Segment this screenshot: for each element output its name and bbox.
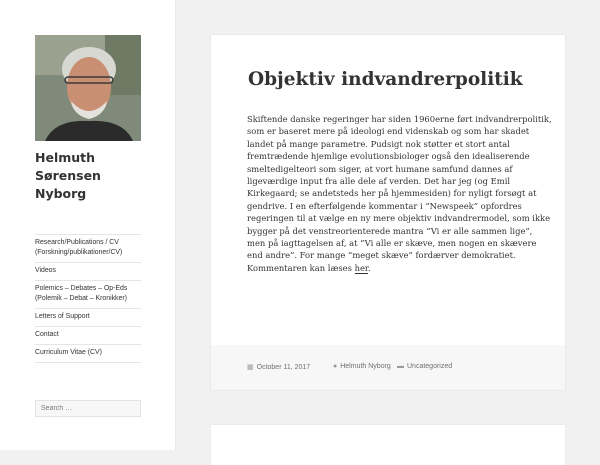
main-navigation	[35, 234, 141, 363]
nav-item-research-line-2: (Forskning/publikationer/CV)	[35, 249, 123, 256]
post-date-text: October 11, 2017	[256, 363, 311, 371]
post-category[interactable]	[397, 363, 452, 370]
author-portrait-image	[35, 35, 141, 141]
nav-item-research[interactable]	[35, 235, 141, 263]
nav-item-contact[interactable]	[35, 327, 141, 345]
nav-item-letters-label: Letters of Support	[35, 313, 90, 320]
nav-item-videos-label: Videos	[35, 267, 56, 274]
nav-item-videos[interactable]	[35, 263, 141, 281]
nav-item-cv[interactable]	[35, 345, 141, 363]
calendar-icon: ▦	[247, 364, 254, 371]
user-icon: ●	[333, 363, 338, 370]
nav-item-research-line-1: Research/Publications / CV	[35, 239, 119, 246]
nav-item-polemics-line-2: (Polemik – Debat – Kronikker)	[35, 295, 127, 302]
site-title-line-3: Nyborg	[35, 186, 87, 201]
search-input[interactable]	[35, 400, 141, 417]
post-card	[211, 35, 565, 390]
post-body-tail: .	[368, 262, 371, 273]
post-category-text: Uncategorized	[407, 363, 453, 370]
folder-icon: ▬	[397, 363, 404, 370]
post-title[interactable]: Objektiv indvandrerpolitik	[248, 69, 523, 90]
post-footer	[211, 345, 565, 390]
nav-item-polemics-line-1: Polemics – Debates – Op-Eds	[35, 285, 128, 292]
post-author[interactable]	[333, 363, 391, 370]
post-body-text: Skiftende danske regeringer har siden 1960erne ført indvandrerpolitik, som er baseret mere på ideologi end videnskab og som har skadet landet på mange parametre. Pudsigt nok støtter et stort antal fremtrædende hjemlige evolutionsbiologer også den idealiserende smeltedigelteori som siger, at vort humane samfund dannes af ligeværdige input fra alle dele af verden. Det har jeg (og Emil Kirkegaard; se andetsteds her på hjemmesiden) for nyligt forsøgt at gendrive. I en efterfølgende kommentar i “Newspeek” opfordres regeringen til at vælge en ny mere objektiv indvandrermodel, som ikke bygger på det venstreorienterede mantra “Vi er alle sammen lige”, men på iagttagelsen af, at “Vi alle er skæve, men nogen en skævere end andre”. For mange “meget skæve” fordærver demokratiet. Kommentaren kan læses	[247, 114, 552, 273]
post-date[interactable]	[247, 363, 310, 371]
nav-item-letters[interactable]	[35, 309, 141, 327]
site-title[interactable]	[35, 149, 155, 203]
nav-item-contact-label: Contact	[35, 331, 59, 338]
site-title-line-2: Sørensen	[35, 168, 101, 183]
nav-item-cv-label: Curriculum Vitae (CV)	[35, 349, 102, 356]
read-comment-link[interactable]: her	[354, 262, 369, 273]
post-content	[247, 113, 553, 274]
sidebar	[0, 0, 176, 450]
nav-item-polemics[interactable]	[35, 281, 141, 309]
post-author-text: Helmuth Nyborg	[340, 363, 391, 370]
next-post-card	[211, 425, 565, 465]
author-photo	[35, 35, 141, 141]
site-title-line-1: Helmuth	[35, 150, 96, 165]
